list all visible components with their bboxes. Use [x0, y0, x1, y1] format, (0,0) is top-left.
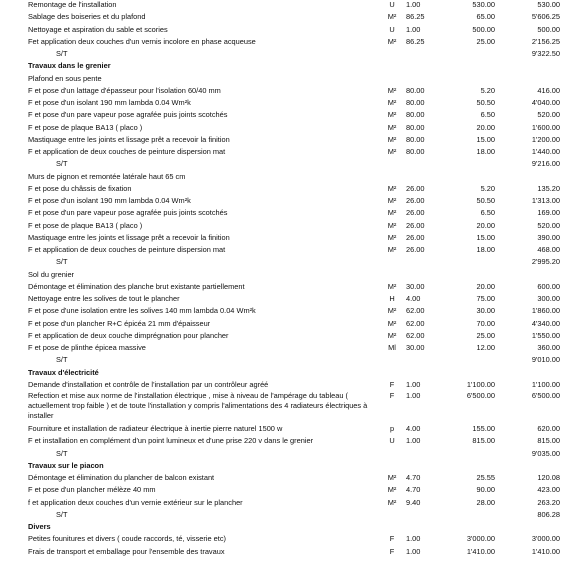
unit-cell: F	[389, 534, 395, 544]
unit-cell: U	[389, 436, 395, 446]
unit-cell: M²	[387, 122, 397, 132]
description-cell: F et pose d'un plancher R+C épicéa 21 mm d'épaisseur	[28, 318, 211, 328]
line-item-row	[0, 342, 570, 353]
unit-price-cell: 20.00	[476, 220, 495, 230]
line-item-row	[0, 183, 570, 194]
line-item-row	[0, 122, 570, 133]
total-cell: 6'500.00	[531, 391, 560, 400]
total-cell: 806.28	[537, 509, 560, 519]
total-cell: 1'313.00	[531, 196, 560, 205]
total-cell: 169.00	[537, 208, 560, 218]
total-cell: 1'860.00	[531, 306, 560, 316]
description-cell: Démontage et élimination des planche brut existante partiellement	[28, 281, 245, 291]
quantity-cell: 30.00	[406, 343, 425, 352]
quantity-cell: 1.00	[406, 24, 421, 34]
description-cell: F et pose d'un isolant 190 mm lambda 0.04 Wm²k	[28, 196, 191, 205]
unit-cell: M²	[387, 196, 397, 205]
quantity-cell: 80.00	[406, 134, 425, 144]
description-cell: Mastiquage entre les joints et lissage prêt a recevoir la finition	[28, 134, 230, 144]
unit-cell: M²	[387, 36, 397, 46]
line-item-row	[0, 36, 570, 47]
line-item-row	[0, 281, 570, 292]
description-cell: Démontage et élimination du plancher de balcon existant	[28, 473, 215, 482]
unit-cell: M²	[387, 245, 397, 254]
unit-cell: F	[389, 546, 395, 556]
section-heading	[0, 460, 570, 471]
total-cell: 1'440.00	[531, 147, 560, 156]
subtotal-row	[0, 448, 570, 459]
description-cell: S/T	[56, 257, 68, 267]
unit-price-cell: 50.50	[476, 196, 495, 205]
total-cell: 9'322.50	[531, 49, 560, 58]
unit-price-cell: 6'500.00	[466, 391, 495, 400]
total-cell: 4'340.00	[531, 318, 560, 328]
line-item-row	[0, 472, 570, 483]
total-cell: 263.20	[537, 497, 560, 507]
unit-cell: M²	[387, 134, 397, 144]
description-cell: Travaux d'électricité	[28, 367, 99, 377]
quantity-cell: 62.00	[406, 306, 425, 316]
description-cell: Refection et mise aux norme de l'installation électrique , mise à niveau de l'ampérage du tableau ( actuellement trop faible ) et de toute l'installation y compris l'alimentations des 4 radiateurs électriques à installer	[28, 391, 368, 420]
line-item-row	[0, 146, 570, 157]
line-item-row	[0, 269, 570, 280]
unit-cell: p	[389, 424, 395, 433]
unit-cell: M²	[387, 12, 397, 22]
section-heading	[0, 60, 570, 71]
quantity-cell: 4.70	[406, 473, 421, 482]
unit-price-cell: 6.50	[480, 110, 495, 120]
description-cell: Petites founitures et divers ( coude raccords, té, visserie etc)	[28, 534, 226, 544]
quantity-cell: 80.00	[406, 122, 425, 132]
unit-cell: M²	[387, 318, 397, 328]
description-cell: Frais de transport et emballage pour l'ensemble des travaux	[28, 546, 225, 556]
line-item-row	[0, 435, 570, 446]
unit-price-cell: 3'000.00	[466, 534, 495, 544]
description-cell: F et pose du châssis de fixation	[28, 183, 132, 193]
description-cell: Plafond en sous pente	[28, 73, 102, 83]
line-item-row	[0, 109, 570, 120]
line-item-row	[0, 171, 570, 182]
unit-cell: M²	[387, 110, 397, 120]
unit-price-cell: 20.00	[476, 122, 495, 132]
unit-price-cell: 90.00	[476, 485, 495, 495]
quantity-cell: 80.00	[406, 85, 425, 95]
total-cell: 1'200.00	[531, 134, 560, 144]
quantity-cell: 80.00	[406, 110, 425, 120]
description-cell: Divers	[28, 522, 51, 531]
subtotal-row	[0, 256, 570, 267]
total-cell: 520.00	[537, 220, 560, 230]
line-item-row	[0, 305, 570, 316]
line-item-row	[0, 330, 570, 341]
description-cell: F et pose de plaque BA13 ( placo )	[28, 122, 143, 132]
total-cell: 2'995.20	[531, 257, 560, 267]
line-item-row	[0, 73, 570, 84]
total-cell: 500.00	[537, 24, 560, 34]
quantity-cell: 26.00	[406, 245, 425, 254]
quantity-cell: 26.00	[406, 208, 425, 218]
line-item-row	[0, 97, 570, 108]
description-cell: S/T	[56, 49, 68, 58]
description-cell: Fet application deux couches d'un vernis incolore en phase acqueuse	[28, 36, 256, 46]
unit-cell: M²	[387, 485, 397, 495]
unit-price-cell: 155.00	[472, 424, 495, 433]
total-cell: 520.00	[537, 110, 560, 120]
description-cell: S/T	[56, 159, 68, 169]
line-item-row	[0, 484, 570, 495]
unit-cell: U	[389, 0, 395, 9]
unit-cell: M²	[387, 330, 397, 340]
unit-price-cell: 530.00	[472, 0, 495, 9]
total-cell: 416.00	[537, 85, 560, 95]
total-cell: 9'010.00	[531, 355, 560, 365]
quantity-cell: 4.70	[406, 485, 421, 495]
unit-price-cell: 1'100.00	[466, 379, 495, 389]
total-cell: 120.08	[537, 473, 560, 482]
total-cell: 5'606.25	[531, 12, 560, 22]
description-cell: Travaux dans le grenier	[28, 61, 111, 71]
unit-price-cell: 30.00	[476, 306, 495, 316]
unit-cell: F	[389, 379, 395, 389]
total-cell: 1'410.00	[531, 546, 560, 556]
description-cell: S/T	[56, 448, 68, 458]
total-cell: 1'100.00	[531, 379, 560, 389]
total-cell: 3'000.00	[531, 534, 560, 544]
section-heading	[0, 367, 570, 378]
line-item-row	[0, 24, 570, 35]
description-cell: S/T	[56, 509, 68, 519]
line-item-row	[0, 85, 570, 96]
unit-cell: M²	[387, 281, 397, 291]
unit-cell: M²	[387, 220, 397, 230]
description-cell: S/T	[56, 355, 68, 365]
unit-price-cell: 815.00	[472, 436, 495, 446]
description-cell: F et application de deux couches de peinture dispersion mat	[28, 147, 226, 156]
total-cell: 2'156.25	[531, 36, 560, 46]
quantity-cell: 26.00	[406, 196, 425, 205]
unit-price-cell: 15.00	[476, 134, 495, 144]
description-cell: Fourniture et installation de radiateur électrique à inertie pierre naturel 1500 w	[28, 424, 283, 433]
quantity-cell: 26.00	[406, 183, 425, 193]
total-cell: 620.00	[537, 424, 560, 433]
description-cell: F et pose de plinthe épicea massive	[28, 343, 146, 352]
description-cell: Mastiquage entre les joints et lissage prêt a recevoir la finition	[28, 232, 230, 242]
quantity-cell: 1.00	[406, 391, 421, 400]
unit-price-cell: 5.20	[480, 183, 495, 193]
quantity-cell: 86.25	[406, 12, 425, 22]
unit-price-cell: 75.00	[476, 294, 495, 303]
quantity-cell: 9.40	[406, 497, 421, 507]
total-cell: 360.00	[537, 343, 560, 352]
unit-price-cell: 50.50	[476, 98, 495, 107]
unit-cell: M²	[387, 183, 397, 193]
line-item-row	[0, 0, 570, 10]
description-cell: Nettoyage et aspiration du sable et scories	[28, 24, 168, 34]
line-item-row	[0, 220, 570, 231]
description-cell: F et pose d'une isolation entre les solives 140 mm lambda 0.04 Wm²k	[28, 306, 256, 316]
unit-cell: M²	[387, 232, 397, 242]
section-heading	[0, 521, 570, 532]
unit-price-cell: 18.00	[476, 245, 495, 254]
total-cell: 600.00	[537, 281, 560, 291]
unit-cell: M²	[387, 306, 397, 316]
quantity-cell: 4.00	[406, 294, 421, 303]
line-item-row	[0, 497, 570, 508]
unit-price-cell: 65.00	[476, 12, 495, 22]
description-cell: Demande d'installation et contrôle de l'installation par un contrôleur agréé	[28, 379, 269, 389]
description-cell: F et pose d'un lattage d'épasseur pour l'isolation 60/40 mm	[28, 85, 221, 95]
description-cell: F et pose d'un pare vapeur pose agrafée puis joints scotchés	[28, 110, 228, 120]
quantity-cell: 80.00	[406, 147, 425, 156]
description-cell: Sol du grenier	[28, 269, 75, 279]
quantity-cell: 86.25	[406, 36, 425, 46]
quantity-cell: 1.00	[406, 379, 421, 389]
quantity-cell: 1.00	[406, 534, 421, 544]
description-cell: F et pose de plaque BA13 ( placo )	[28, 220, 143, 230]
subtotal-row	[0, 158, 570, 169]
unit-cell: H	[389, 294, 395, 303]
quantity-cell: 1.00	[406, 0, 421, 9]
description-cell: f et application deux couches d'un vernie extérieur sur le plancher	[28, 497, 243, 507]
unit-price-cell: 6.50	[480, 208, 495, 218]
description-cell: F et pose d'un plancher mélèze 40 mm	[28, 485, 156, 495]
total-cell: 1'550.00	[531, 330, 560, 340]
total-cell: 390.00	[537, 232, 560, 242]
unit-cell: M²	[387, 473, 397, 482]
unit-cell: M²	[387, 208, 397, 218]
total-cell: 9'216.00	[531, 159, 560, 169]
subtotal-row	[0, 48, 570, 59]
total-cell: 815.00	[537, 436, 560, 446]
unit-cell: M²	[387, 147, 397, 156]
quantity-cell: 26.00	[406, 220, 425, 230]
quantity-cell: 62.00	[406, 318, 425, 328]
unit-price-cell: 70.00	[476, 318, 495, 328]
unit-cell: M²	[387, 497, 397, 507]
description-cell: F et application de deux couches de peinture dispersion mat	[28, 245, 226, 254]
line-item-row	[0, 207, 570, 218]
quantity-cell: 4.00	[406, 424, 421, 433]
unit-price-cell: 18.00	[476, 147, 495, 156]
line-item-row	[0, 318, 570, 329]
line-item-row	[0, 244, 570, 255]
line-item-row	[0, 134, 570, 145]
description-cell: Murs de pignon et remontée latérale haut 65 cm	[28, 171, 186, 181]
description-cell: F et installation en complément d'un point lumineux et d'une prise 220 v dans le grenier	[28, 436, 314, 446]
line-item-row	[0, 232, 570, 243]
quantity-cell: 1.00	[406, 436, 421, 446]
unit-price-cell: 25.00	[476, 330, 495, 340]
description-cell: Travaux sur le piacon	[28, 460, 104, 470]
quantity-cell: 26.00	[406, 232, 425, 242]
total-cell: 135.20	[537, 183, 560, 193]
total-cell: 468.00	[537, 245, 560, 254]
total-cell: 4'040.00	[531, 98, 560, 107]
description-cell: Sablage des boiseries et du plafond	[28, 12, 146, 22]
unit-price-cell: 25.00	[476, 36, 495, 46]
unit-price-cell: 15.00	[476, 232, 495, 242]
unit-price-cell: 20.00	[476, 281, 495, 291]
line-item-row	[0, 11, 570, 22]
unit-cell: M²	[387, 98, 397, 107]
description-cell: F et pose d'un pare vapeur pose agrafée puis joints scotchés	[28, 208, 228, 218]
description-cell: F et application de deux couche dimprégnation pour plancher	[28, 330, 229, 340]
unit-price-cell: 500.00	[472, 24, 495, 34]
unit-price-cell: 5.20	[480, 85, 495, 95]
line-item-row	[0, 533, 570, 544]
unit-cell: M²	[387, 85, 397, 95]
subtotal-row	[0, 509, 570, 520]
total-cell: 530.00	[537, 0, 560, 9]
unit-price-cell: 12.00	[476, 343, 495, 352]
line-item-row	[0, 195, 570, 206]
line-item-row	[0, 379, 570, 390]
quantity-cell: 30.00	[406, 281, 425, 291]
unit-price-cell: 25.55	[476, 473, 495, 482]
quantity-cell: 1.00	[406, 546, 421, 556]
total-cell: 423.00	[537, 485, 560, 495]
unit-cell: U	[389, 24, 395, 34]
unit-price-cell: 28.00	[476, 497, 495, 507]
unit-price-cell: 1'410.00	[466, 546, 495, 556]
line-item-row	[0, 546, 570, 557]
description-cell: Remontage de l'installation	[28, 0, 117, 9]
line-item-row	[0, 423, 570, 434]
unit-cell: Ml	[388, 343, 396, 352]
unit-cell: F	[389, 391, 395, 400]
line-item-row	[0, 293, 570, 304]
description-cell: F et pose d'un isolant 190 mm lambda 0.04 Wm²k	[28, 98, 191, 107]
total-cell: 9'035.00	[531, 448, 560, 458]
description-cell: Nettoyage entre les solives de tout le plancher	[28, 294, 180, 303]
quantity-cell: 80.00	[406, 98, 425, 107]
total-cell: 1'600.00	[531, 122, 560, 132]
quantity-cell: 62.00	[406, 330, 425, 340]
total-cell: 300.00	[537, 294, 560, 303]
subtotal-row	[0, 354, 570, 365]
